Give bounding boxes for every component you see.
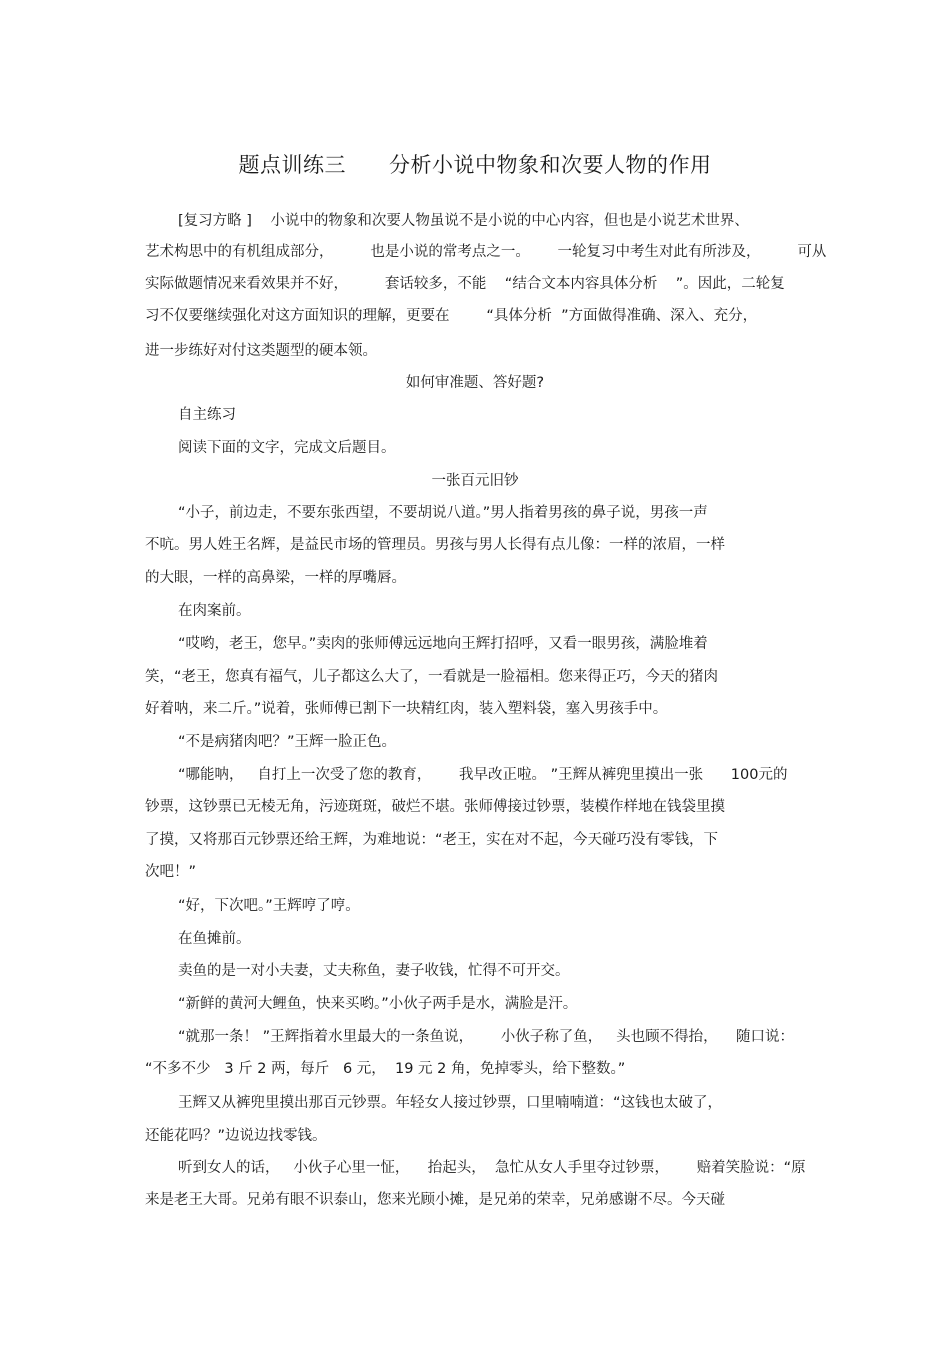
review-line: 实际做题情况来看效果并不好， 套话较多，不能 “结合文本内容具体分析 ”。因此，二轮复 <box>145 276 785 292</box>
story-line: 王辉又从裤兜里摸出那百元钞票。年轻女人接过钞票，口里喃喃道：“这钱也太破了， <box>178 1095 723 1111</box>
page-title: 题点训练三 分析小说中物象和次要人物的作用 <box>238 153 712 177</box>
story-line: 好着呐，来二斤。”说着，张师傅已割下一块精红肉，装入塑料袋，塞入男孩手中。 <box>145 701 668 717</box>
story-line: 在肉案前。 <box>178 603 251 619</box>
practice-label: 自主练习 <box>178 407 236 423</box>
story-title: 一张百元旧钞 <box>431 473 519 489</box>
story-line: 笑，“老王，您真有福气，儿子都这么大了，一看就是一脸福相。您来得正巧，今天的猪肉 <box>145 669 719 685</box>
story-line: “就那一条！ ”王辉指着水里最大的一条鱼说， 小伙子称了鱼， 头也顾不得抬， 随口说： <box>178 1029 795 1045</box>
review-line: 进一步练好对付这类题型的硬本领。 <box>145 343 377 359</box>
story-line: 不吭。男人姓王名辉，是益民市场的管理员。男孩与男人长得有点儿像：一样的浓眉，一样 <box>145 537 725 553</box>
story-line: 钞票，这钞票已无棱无角，污迹斑斑，破烂不堪。张师傅接过钞票，装模作样地在钱袋里摸 <box>145 799 725 815</box>
story-line: 还能花吗？”边说边找零钱。 <box>145 1128 327 1144</box>
story-line: “不多不少 3 斤 2 两，每斤 6 元， 19 元 2 角，免掉零头，给下整数。” <box>145 1061 626 1077</box>
story-line: 卖鱼的是一对小夫妻，丈夫称鱼，妻子收钱，忙得不可开交。 <box>178 963 570 979</box>
story-line: “哎哟，老王，您早。”卖肉的张师傅远远地向王辉打招呼，又看一眼男孩，满脸堆着 <box>178 636 708 652</box>
story-line: “好，下次吧。”王辉哼了哼。 <box>178 898 360 914</box>
story-line: 了摸，又将那百元钞票还给王辉，为难地说：“老王，实在对不起，今天碰巧没有零钱，下 <box>145 832 719 848</box>
story-line: 的大眼，一样的高鼻梁，一样的厚嘴唇。 <box>145 570 406 586</box>
story-line: 来是老王大哥。兄弟有眼不识泰山，您来光顾小摊，是兄弟的荣幸，兄弟感谢不尽。今天碰 <box>145 1192 725 1208</box>
review-line: [复习方略 ] 小说中的物象和次要人物虽说不是小说的中心内容，但也是小说艺术世界、 <box>178 213 749 229</box>
instruction: 阅读下面的文字，完成文后题目。 <box>178 440 396 456</box>
subheading: 如何审准题、答好题? <box>405 375 545 391</box>
story-line: “不是病猪肉吧？”王辉一脸正色。 <box>178 734 397 750</box>
review-line: 艺术构思中的有机组成部分， 也是小说的常考点之一。 一轮复习中考生对此有所涉及， 可从 <box>145 244 827 260</box>
story-line: “新鲜的黄河大鲤鱼，快来买哟。”小伙子两手是水，满脸是汗。 <box>178 996 578 1012</box>
story-line: “哪能呐， 自打上一次受了您的教育， 我早改正啦。 ”王辉从裤兜里摸出一张 100元的 <box>178 767 788 783</box>
story-line: “小子，前边走，不要东张西望，不要胡说八道。”男人指着男孩的鼻子说，男孩一声 <box>178 505 708 521</box>
story-line: 在鱼摊前。 <box>178 931 251 947</box>
story-line: 听到女人的话， 小伙子心里一怔， 抬起头， 急忙从女人手里夺过钞票， 赔着笑脸说：“原 <box>178 1160 806 1176</box>
review-line: 习不仅要继续强化对这方面知识的理解，更要在 “具体分析 ”方面做得准确、深入、充分， <box>145 308 758 324</box>
story-line: 次吧！” <box>145 864 197 880</box>
